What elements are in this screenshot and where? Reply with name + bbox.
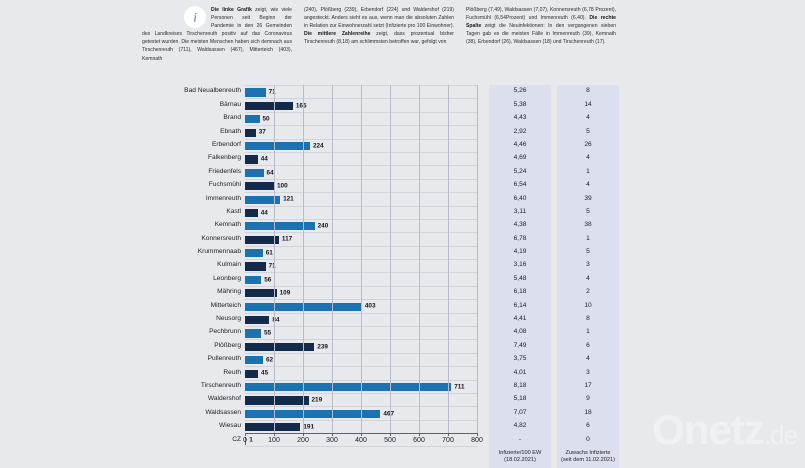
table-cell: 18 [584,408,592,416]
bar-value-label: 37 [258,128,266,136]
bar-value-label: 239 [317,343,328,351]
bar-value-label: 71 [268,88,276,96]
bar-chart-row [140,259,485,272]
table-cell: 4,19 [513,248,527,256]
category-label: Fuchsmühl [208,181,241,189]
category-label: Pullenreuth [207,355,241,363]
bar-track [245,313,477,326]
category-label: Kemnath [214,221,241,229]
bar-value-label: 109 [279,289,291,297]
bar-chart-row [140,339,485,352]
x-axis-tick-label: 400 [355,437,367,445]
table-cell: 5 [586,248,590,256]
bar-chart-row [140,232,485,245]
table-cell: 4,08 [513,328,527,336]
bar [245,383,451,391]
table-cell: 38 [584,221,592,229]
category-label: Mähring [217,288,241,296]
x-axis-tick [448,433,449,436]
bar-value-label: 165 [295,102,307,110]
bar [245,303,362,311]
bar-value-label: 467 [383,410,395,418]
table-cell: 8 [586,315,590,323]
bar-value-label: 711 [454,383,465,391]
column-infizierte-per-100 [489,85,551,468]
bar [245,209,258,217]
bar-chart-row [140,246,485,259]
table-column-header: Zuwachs Infizierte (seit dem 11.02.2021) [560,449,615,463]
bar [245,236,279,244]
table-cell: 6 [586,422,590,430]
bar-chart-row [140,98,485,111]
table-cell: 5,48 [513,274,527,282]
bar-track [245,192,477,205]
table-cell: 1 [586,167,590,175]
category-label: Konnersreuth [201,234,241,242]
bar-value-label: 45 [261,369,269,377]
table-cell: 1 [586,328,590,336]
table-cell: 6,18 [513,288,527,296]
category-label: Ebnath [220,127,241,135]
x-axis-tick-label: 800 [471,437,483,445]
table-cell: 6,14 [513,301,527,309]
category-label: Tirschenreuth [200,381,241,389]
table-cell: 4,43 [513,114,527,122]
bar [245,222,315,230]
table-cell: 2,92 [513,127,527,135]
bar-chart-rows [140,85,485,447]
table-cell: 7,07 [513,408,527,416]
category-label: Leonberg [213,274,241,282]
bar-track [245,232,477,245]
table-cell: 8 [586,87,590,95]
category-label: Neusorg [216,315,241,323]
table-cell: 4 [586,154,590,162]
category-label: Bärnau [219,100,241,108]
category-label: Falkenberg [208,154,241,162]
bar-track [245,219,477,232]
bar-value-label: 55 [263,329,272,337]
bar [245,343,314,351]
bar-value-label: 71 [268,262,276,270]
bar-value-label: 62 [265,356,274,364]
bar [245,102,293,110]
bar-chart-row [140,286,485,299]
bar-value-label: 403 [364,302,376,310]
table-cell: 6,78 [513,234,527,242]
bar [245,276,261,284]
bar-track [245,206,477,219]
x-axis-tick [332,433,333,436]
table-cell: 10 [584,301,592,309]
bar [245,423,300,431]
bar [245,249,263,257]
table-cell: 2 [586,288,590,296]
table-cell: 0 [586,435,590,443]
category-label: Bad Neualbenreuth [184,87,241,95]
x-axis-tick-label: 700 [442,437,454,445]
intro-paragraph-1: Die linke Grafik zeigt, wie viele Personen seit Beginn der Pandemie in den 26 Gemeinden des Landkreises Tirschenreuth positiv auf das Coronavirus getestet wurden. Die meisten Menschen haben sich demnach aus Tirschenreuth (711), Waldsassen (467), Mitterteich (403), Kemnath [142,7,292,62]
bar-track [245,286,477,299]
table-cell: 3,16 [513,261,527,269]
table-cell: 1 [586,234,590,242]
bar-value-label: 61 [265,249,273,257]
x-axis-tick-label: 300 [326,437,338,445]
table-cell: 5 [586,207,590,215]
table-column-header: Infizierte/100 EW (18.02.2021) [498,449,542,463]
bar-value-label: 219 [311,396,323,404]
table-cell: 4,69 [513,154,527,162]
bar-value-label: 64 [266,169,274,177]
x-axis-tick [477,433,478,436]
bar [245,396,309,404]
bar-value-label: 56 [264,276,272,284]
info-icon-glyph: i [193,9,197,25]
category-label: Kastl [226,207,241,215]
bar-track [245,259,477,272]
bar-track [245,380,477,393]
bar-value-label: 121 [283,195,294,203]
category-label: Waldsassen [205,408,241,416]
bar-chart-row [140,192,485,205]
table-cell: 3 [586,368,590,376]
bar [245,169,264,177]
table-cell: 17 [584,381,592,389]
x-axis-tick [303,433,304,436]
table-cell: 6 [586,341,590,349]
bar [245,182,274,190]
bar-chart-row [140,152,485,165]
bar-chart-row [140,125,485,138]
table-cell: - [518,435,522,443]
x-axis-tick [274,433,275,436]
intro-paragraph-2: (240), Plößberg (239), Erbendorf (224) und Waldershof (219) angesteckt. Anders sieht es aus, wenn man die absoluten Zahlen in Relation zur Einwohnerzahl setzt (Infizierte pro 100 Einwohner). Die mittlere Zahlenreihe zeigt, dass prozentual bisher Tirschenreuth (8,18) am schlimmsten betroffen war, gefolgt von [304,7,455,46]
intro-column-1 [142,6,292,80]
category-label: Erbendorf [212,140,241,148]
table-cell: 6,40 [513,194,527,202]
x-axis-tick-label: 200 [297,437,309,445]
bar [245,196,280,204]
category-label: Reuth [223,368,241,376]
bar-chart-row [140,165,485,178]
bar-chart-row [140,139,485,152]
bar-value-label: 50 [262,115,270,123]
table-cell: 5 [586,127,590,135]
category-label: Mitterteich [210,301,241,309]
bar-chart-row [140,353,485,366]
table-cell: 5,18 [513,395,527,403]
x-axis-tick-label: 0 [243,437,247,445]
category-label: Waldershof [207,395,241,403]
bar-track [245,339,477,352]
intro-column-3 [466,6,616,80]
bar-chart-row [140,112,485,125]
table-cell: 4,01 [513,368,527,376]
category-label: Wiesau [219,422,241,430]
x-axis [243,433,483,453]
category-label: Krummennaab [197,248,241,256]
table-cell: 4 [586,114,590,122]
table-cell: 4,82 [513,422,527,430]
bar-value-label: 191 [303,423,315,431]
bar [245,115,260,123]
table-cell: 4,41 [513,315,527,323]
bar-value-label: 100 [277,182,288,190]
table-cell: 5,26 [513,87,527,95]
table-cell: 8,18 [513,381,527,389]
table-cell: 9 [586,395,590,403]
bar [245,316,269,324]
bar [245,329,261,337]
bar-value-label: 44 [260,209,268,217]
bar [245,155,258,163]
table-cell: 14 [584,100,592,108]
bar-track [245,246,477,259]
x-axis-tick [361,433,362,436]
bar-track [245,299,477,312]
bar-track [245,420,477,433]
category-label: Pechbrunn [209,328,241,336]
table-cell: 4 [586,355,590,363]
bar-value-label: 117 [281,235,293,243]
bar-track [245,366,477,379]
watermark-suffix: .de [763,420,797,450]
bar-value-label: 84 [272,316,280,324]
column-zuwachs-infizierte [557,85,619,468]
bar-track [245,152,477,165]
bar [245,88,266,96]
bar [245,370,258,378]
bar-chart-row [140,206,485,219]
bar-track [245,112,477,125]
bar-chart-row [140,366,485,379]
bar-value-label: 224 [312,142,324,150]
intro-paragraph-3: Plößberg (7,49), Waldsassen (7,07), Konnersreuth (6,78 Prozent), Fuchsmühl (6,54Prozent) und Immenreuth (6,40). Die rechte Spalte zeigt die Neuinfektionen: In den vergangenen sieben Tagen gab es die meisten Fälle in Immenreuth (39), Kemnath (38), Erbendorf (26), Waldsassen (18) und Tirschenreuth (17). [466,7,616,46]
bar-track [245,98,477,111]
bar [245,410,380,418]
category-label: CZ [232,435,241,443]
category-label: Kulmain [217,261,241,269]
table-cell: 4 [586,274,590,282]
intro-text-block [140,0,805,80]
table-cell: 39 [584,194,592,202]
category-label: Plößberg [214,341,241,349]
table-cell: 7,49 [513,341,527,349]
onetz-watermark [652,406,797,453]
table-cell: 3 [586,261,590,269]
category-label: Immenreuth [205,194,241,202]
bar-track [245,139,477,152]
table-cell: 5,24 [513,167,527,175]
bar-value-label: 1 [249,436,253,444]
category-label: Brand [223,114,241,122]
bar-track [245,393,477,406]
bar-value-label: 44 [260,155,268,163]
bar-chart-row [140,380,485,393]
table-cell: 4,46 [513,140,527,148]
bar-chart-row [140,313,485,326]
bar-track [245,125,477,138]
info-icon [184,6,206,28]
bar-chart-row [140,179,485,192]
bar-chart-row [140,420,485,433]
bar-track [245,85,477,98]
bar-track [245,353,477,366]
bar-chart-row [140,299,485,312]
bar-track [245,179,477,192]
x-axis-tick-label: 100 [268,437,280,445]
bar-track [245,165,477,178]
bar-track [245,272,477,285]
bar-chart-row [140,85,485,98]
x-axis-tick [390,433,391,436]
table-cell: 6,54 [513,181,527,189]
x-axis-tick [419,433,420,436]
table-cell: 4,38 [513,221,527,229]
x-axis-tick-label: 500 [384,437,396,445]
table-cell: 3,11 [513,207,527,215]
bar-chart-row [140,219,485,232]
bar-track [245,406,477,419]
bar-chart [140,82,485,453]
bar [245,142,310,150]
table-cell: 3,75 [513,355,527,363]
table-cell: 4 [586,181,590,189]
chart-panel [140,82,805,463]
x-axis-tick [245,433,246,436]
x-axis-tick-label: 600 [413,437,425,445]
table-cell: 5,38 [513,100,527,108]
bar-chart-row [140,406,485,419]
bar-chart-row [140,393,485,406]
bar [245,356,263,364]
bar-chart-row [140,326,485,339]
category-label: Friedenfels [208,167,241,175]
bar-track [245,326,477,339]
intro-column-2 [304,6,454,80]
bar-chart-row [140,272,485,285]
watermark-text: Onetz [652,406,764,453]
bar [245,129,256,137]
bar [245,262,266,270]
bar-value-label: 240 [317,222,329,230]
bar [245,289,277,297]
table-cell: 26 [584,140,592,148]
